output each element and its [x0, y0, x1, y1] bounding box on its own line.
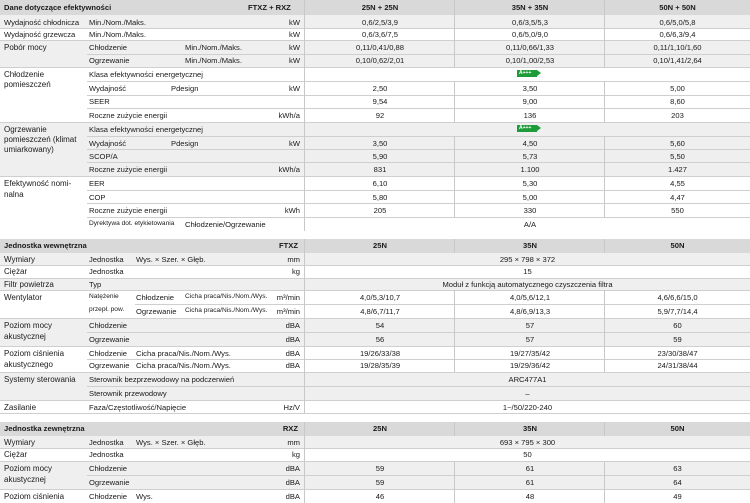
space-heat-cap-v3: 5,60 — [670, 139, 685, 148]
nominal-annual-label: Roczne zużycie energii — [89, 206, 168, 215]
indoor-spl-heat: Ogrzewanie — [89, 335, 130, 344]
directive-label: Dyrektywa dot. etykietowania — [89, 220, 175, 227]
outdoor-spp-mode: Wys. — [136, 492, 153, 501]
fan-heat-v1: 4,8/6,7/11,7 — [360, 307, 400, 316]
seer-label: SEER — [89, 97, 110, 106]
indoor-spp-label-1: Poziom ciśnienia — [4, 349, 65, 358]
seer-v3: 8,60 — [670, 97, 685, 106]
power-heat-v1: 0,10/0,62/2,01 — [355, 56, 405, 65]
outdoor-spp-label: Poziom ciśnienia — [4, 492, 65, 501]
directive-result: A/A — [523, 220, 537, 229]
cool-capacity-sub: Min./Nom./Maks. — [89, 18, 146, 27]
space-cool-cap-v3: 5,00 — [670, 84, 685, 93]
indoor-weight-value: 15 — [523, 267, 532, 276]
indoor-spp-heat-v3: 24/31/38/44 — [657, 361, 698, 370]
power-heat-v3: 0,10/1,41/2,64 — [653, 56, 702, 65]
fan-sub-2: przepł. pow. — [89, 306, 125, 313]
heat-capacity-v2: 0,6/5,0/9,0 — [512, 30, 548, 39]
scop-label: SCOP/A — [89, 152, 118, 161]
space-heat-annual-v3: 1.427 — [667, 165, 687, 174]
fan-heat-v3: 5,9/7,7/14,4 — [657, 307, 698, 316]
cop-v3: 4,47 — [670, 193, 685, 202]
power-cool-unit: kW — [289, 43, 300, 52]
nominal-annual-unit: kWh — [284, 206, 300, 215]
outdoor-spp-cool: Chłodzenie — [89, 492, 127, 501]
outdoor-weight-label: Ciężar — [4, 450, 28, 459]
indoor-spl-cool-v2: 57 — [525, 321, 535, 330]
indoor-spp-heat: Ogrzewanie — [89, 361, 130, 370]
nominal-label-1: Efektywność nomi- — [4, 179, 72, 188]
space-heat-capacity-label: Wydajność — [89, 139, 127, 148]
air-filter-sub: Typ — [89, 280, 102, 289]
indoor-spp-cool-v2: 19/27/35/42 — [509, 349, 551, 358]
performance-title: Dane dotyczące efektywności — [4, 3, 112, 12]
outdoor-spp-v2: 48 — [525, 492, 535, 501]
space-cool-label-2: pomieszczeń — [4, 80, 51, 89]
space-heat-cap-v2: 4,50 — [522, 139, 538, 148]
space-cool-capacity-unit: kW — [289, 84, 300, 93]
outdoor-spp-v1: 46 — [375, 492, 385, 501]
space-cool-capacity-label: Wydajność — [89, 84, 127, 93]
col-header-1: 25N + 25N — [361, 3, 399, 12]
outdoor-dims-sub2: Wys. × Szer. × Głęb. — [136, 438, 206, 447]
outdoor-spl-label-1: Poziom mocy — [4, 464, 53, 473]
energy-class-badge-cooling: A+++ — [517, 70, 537, 77]
outdoor-spp-unit: dBA — [285, 492, 300, 501]
power-heat-sub: Min./Nom./Maks. — [185, 56, 242, 65]
fan-sub-1: Natężenie — [89, 293, 119, 300]
indoor-col-2: 35N — [523, 241, 537, 250]
heat-capacity-sub: Min./Nom./Maks. — [89, 30, 146, 39]
outdoor-spl-cool: Chłodzenie — [89, 464, 127, 473]
power-supply-value: 1~/50/220-240 — [502, 403, 553, 412]
seer-v1: 9,54 — [372, 97, 388, 106]
indoor-spp-cool-mode: Cicha praca/Nis./Nom./Wys. — [136, 349, 231, 358]
fan-heat-v2: 4,8/6,9/13,3 — [509, 307, 551, 316]
power-cool-label: Chłodzenie — [89, 43, 127, 52]
space-heat-pdesign: Pdesign — [171, 139, 199, 148]
fan-cool-label: Chłodzenie — [136, 293, 174, 302]
outdoor-title: Jednostka zewnętrzna — [4, 424, 85, 433]
power-cool-v3: 0,11/1,10/1,60 — [653, 43, 702, 52]
power-heat-unit: kW — [289, 56, 300, 65]
indoor-spl-heat-v3: 59 — [673, 335, 682, 344]
fan-heat-unit: m³/min — [276, 307, 300, 316]
cop-v1: 5,80 — [372, 193, 388, 202]
seer-v2: 9,00 — [522, 97, 538, 106]
power-supply-unit: Hz/V — [283, 403, 300, 412]
outdoor-spl-cool-unit: dBA — [285, 464, 300, 473]
outdoor-spl-heat-unit: dBA — [285, 478, 300, 487]
outdoor-spl-heat-v2: 61 — [525, 478, 535, 487]
indoor-spp-heat-unit: dBA — [285, 361, 300, 370]
space-cool-annual-v1: 92 — [375, 111, 385, 120]
cool-capacity-v3: 0,6/5,0/5,8 — [659, 18, 696, 27]
indoor-spl-label-1: Poziom mocy — [4, 321, 53, 330]
outdoor-spl-heat-v1: 59 — [375, 478, 385, 487]
indoor-spl-heat-unit: dBA — [285, 335, 300, 344]
scop-v2: 5,73 — [522, 152, 538, 161]
indoor-dims-unit: mm — [287, 255, 300, 264]
indoor-title: Jednostka wewnętrzna — [4, 241, 87, 250]
heat-capacity-unit: kW — [289, 30, 300, 39]
scop-v3: 5,50 — [670, 152, 685, 161]
power-supply-label: Zasilanie — [4, 403, 37, 412]
fan-cool-v1: 4,0/5,3/10,7 — [359, 293, 401, 302]
outdoor-col-2: 35N — [523, 424, 537, 433]
control-wireless: Sterownik bezprzewodowy na podczerwień — [89, 375, 235, 384]
space-heat-annual-v2: 1.100 — [520, 165, 540, 174]
power-heat-label: Ogrzewanie — [89, 56, 130, 65]
indoor-dims-value: 295 × 798 × 372 — [499, 255, 556, 264]
eer-v3: 4,55 — [670, 179, 685, 188]
control-wired-value: – — [525, 389, 530, 398]
fan-heat-mode: Cicha praca/Nis./Nom./Wys. — [185, 307, 268, 314]
outdoor-col-3: 50N — [670, 424, 685, 433]
indoor-spl-cool-unit: dBA — [285, 321, 300, 330]
cool-capacity-v2: 0,6/3,5/5,3 — [512, 18, 548, 27]
fan-cool-v3: 4,6/6,6/15,0 — [657, 293, 698, 302]
eer-v2: 5,30 — [522, 179, 538, 188]
eer-v1: 6,10 — [372, 179, 388, 188]
heat-capacity-v1: 0,6/3,6/7,5 — [362, 30, 398, 39]
indoor-weight-label: Ciężar — [4, 267, 28, 276]
indoor-model: FTXZ — [279, 241, 298, 250]
outdoor-spl-cool-v3: 63 — [673, 464, 682, 473]
nominal-annual-v3: 550 — [671, 206, 684, 215]
power-input-label: Pobór mocy — [4, 43, 47, 52]
outdoor-spp-v3: 49 — [673, 492, 682, 501]
control-label: Systemy sterowania — [4, 375, 76, 384]
indoor-spp-cool-v1: 19/26/33/38 — [359, 349, 401, 358]
space-cool-label-1: Chłodzenie — [4, 70, 45, 79]
fan-heat-label: Ogrzewanie — [136, 307, 177, 316]
heat-capacity-v3: 0,6/6,3/9,4 — [659, 30, 696, 39]
indoor-col-3: 50N — [670, 241, 685, 250]
space-heat-capacity-unit: kW — [289, 139, 300, 148]
outdoor-spl-label-2: akustycznej — [4, 475, 46, 484]
indoor-spl-cool-v1: 54 — [375, 321, 385, 330]
nominal-annual-v2: 330 — [523, 206, 537, 215]
fan-cool-unit: m³/min — [276, 293, 300, 302]
eer-label: EER — [89, 179, 105, 188]
space-heat-annual-v1: 831 — [373, 165, 387, 174]
indoor-spp-heat-v1: 19/28/35/39 — [359, 361, 401, 370]
outdoor-spl-heat: Ogrzewanie — [89, 478, 130, 487]
outdoor-dims-value: 693 × 795 × 300 — [499, 438, 556, 447]
outdoor-dims-label: Wymiary — [4, 438, 36, 447]
indoor-spl-heat-v2: 57 — [525, 335, 535, 344]
power-cool-sub: Min./Nom./Maks. — [185, 43, 242, 52]
outdoor-model: RXZ — [282, 424, 298, 433]
air-filter-label: Filtr powietrza — [4, 280, 54, 289]
power-cool-v1: 0,11/0,41/0,88 — [356, 43, 404, 52]
fan-cool-v2: 4,0/5,6/12,1 — [509, 293, 551, 302]
col-header-2: 35N + 35N — [511, 3, 549, 12]
indoor-spp-heat-mode: Cicha praca/Nis./Nom./Wys. — [136, 361, 231, 370]
outdoor-weight-unit: kg — [291, 450, 300, 459]
heat-capacity-label: Wydajność grzewcza — [4, 30, 76, 39]
fan-label: Wentylator — [4, 293, 43, 302]
indoor-spl-cool: Chłodzenie — [89, 321, 127, 330]
indoor-spl-cool-v3: 60 — [673, 321, 682, 330]
indoor-spp-label-2: akustycznego — [4, 360, 53, 369]
outdoor-weight-sub: Jednostka — [89, 450, 124, 459]
scop-v1: 5,90 — [372, 152, 388, 161]
control-wired: Sterownik przewodowy — [89, 389, 167, 398]
indoor-dims-sub2: Wys. × Szer. × Głęb. — [136, 255, 206, 264]
space-cool-annual-v3: 203 — [671, 111, 684, 120]
space-cool-annual-label: Roczne zużycie energii — [89, 111, 168, 120]
col-header-3: 50N + 50N — [659, 3, 696, 12]
power-cool-v2: 0,11/0,66/1,33 — [506, 43, 554, 52]
indoor-spp-heat-v2: 19/29/36/42 — [509, 361, 551, 370]
outdoor-spl-cool-v2: 61 — [525, 464, 535, 473]
fan-cool-mode: Cicha praca/Nis./Nom./Wys. — [185, 293, 268, 300]
power-heat-v2: 0,10/1,00/2,53 — [505, 56, 555, 65]
space-heat-label-2: pomieszczeń (klimat — [4, 135, 77, 144]
indoor-weight-unit: kg — [291, 267, 300, 276]
cool-capacity-v1: 0,6/2,5/3,9 — [362, 18, 398, 27]
directive-value: Chłodzenie/Ogrzewanie — [185, 220, 266, 229]
cop-v2: 5,00 — [522, 193, 538, 202]
outdoor-weight-value: 50 — [523, 450, 532, 459]
indoor-col-1: 25N — [373, 241, 387, 250]
space-heat-cap-v1: 3,50 — [372, 139, 388, 148]
space-heat-label-3: umiarkowany) — [4, 145, 54, 154]
nominal-annual-v1: 205 — [373, 206, 387, 215]
space-heat-class-label: Klasa efektywności energetycznej — [89, 125, 203, 134]
indoor-dims-sub: Jednostka — [89, 255, 124, 264]
space-cool-cap-v1: 2,50 — [372, 84, 388, 93]
space-cool-pdesign: Pdesign — [171, 84, 199, 93]
indoor-spl-heat-v1: 56 — [375, 335, 385, 344]
outdoor-dims-sub: Jednostka — [89, 438, 124, 447]
space-cool-annual-v2: 136 — [523, 111, 537, 120]
outdoor-dims-unit: mm — [287, 438, 300, 447]
power-supply-sub: Faza/Częstotliwość/Napięcie — [89, 403, 187, 412]
outdoor-col-1: 25N — [373, 424, 387, 433]
cop-label: COP — [89, 193, 106, 202]
air-filter-value: Moduł z funkcją automatycznego czyszczenia filtra — [442, 280, 613, 289]
cool-capacity-label: Wydajność chłodnicza — [4, 18, 80, 27]
indoor-dims-label: Wymiary — [4, 255, 36, 264]
space-cool-class-label: Klasa efektywności energetycznej — [89, 70, 203, 79]
indoor-weight-sub: Jednostka — [89, 267, 124, 276]
nominal-label-2: nalna — [4, 190, 24, 199]
control-wireless-value: ARC477A1 — [508, 375, 547, 384]
indoor-spl-label-2: akustycznej — [4, 332, 46, 341]
space-heat-annual-label: Roczne zużycie energii — [89, 165, 168, 174]
indoor-spp-cool-v3: 23/30/38/47 — [657, 349, 698, 358]
energy-class-badge-heating: A+++ — [517, 125, 537, 132]
space-heat-annual-unit: kWh/a — [278, 165, 300, 174]
outdoor-spl-heat-v3: 64 — [673, 478, 682, 487]
space-cool-cap-v2: 3,50 — [522, 84, 538, 93]
cool-capacity-unit: kW — [289, 18, 300, 27]
space-cool-annual-unit: kWh/a — [278, 111, 300, 120]
space-heat-label-1: Ogrzewanie — [4, 125, 47, 134]
outdoor-spl-cool-v1: 59 — [375, 464, 385, 473]
indoor-spp-cool-unit: dBA — [285, 349, 300, 358]
performance-model: FTXZ + RXZ — [248, 3, 291, 12]
indoor-spp-cool: Chłodzenie — [89, 349, 127, 358]
